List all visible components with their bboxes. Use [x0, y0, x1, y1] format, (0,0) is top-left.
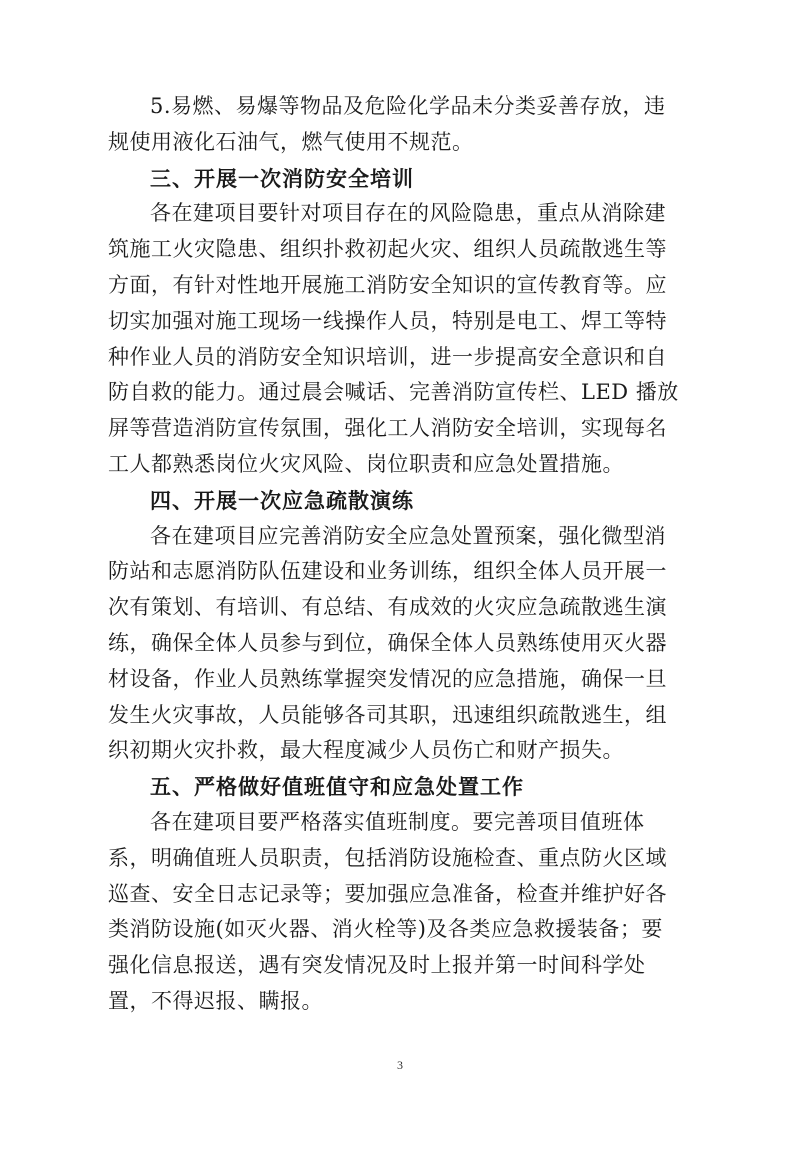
paragraph-line: 筑施工火灾隐患、组织扑救初起火灾、组织人员疏散逃生等 [108, 237, 667, 262]
paragraph-line: 防站和志愿消防队伍建设和业务训练，组织全体人员开展一 [108, 559, 667, 584]
paragraph-line: 防自救的能力。通过晨会喊话、完善消防宣传栏、LED 播放 [108, 380, 679, 405]
paragraph-line: 次有策划、有培训、有总结、有成效的火灾应急疏散逃生演 [108, 595, 667, 620]
paragraph-line: 规使用液化石油气，燃气使用不规范。 [108, 129, 474, 154]
paragraph-line: 练，确保全体人员参与到位，确保全体人员熟练使用灭火器 [108, 630, 667, 655]
paragraph-line: 类消防设施(如灭火器、消火栓等)及各类应急救援装备；要 [108, 917, 663, 942]
paragraph-line: 5.易燃、易爆等物品及危险化学品未分类妥善存放，违 [150, 94, 666, 118]
paragraph-line: 种作业人员的消防安全知识培训，进一步提高安全意识和自 [108, 344, 667, 369]
paragraph-line: 各在建项目要严格落实值班制度。要完善项目值班体 [150, 809, 645, 834]
paragraph-line: 发生火灾事故，人员能够各司其职，迅速组织疏散逃生，组 [108, 702, 667, 727]
paragraph-line: 材设备，作业人员熟练掌握突发情况的应急措施，确保一旦 [108, 666, 667, 691]
paragraph-line: 方面，有针对性地开展施工消防安全知识的宣传教育等。应 [108, 272, 667, 297]
paragraph-line: 切实加强对施工现场一线操作人员，特别是电工、焊工等特 [108, 308, 667, 333]
paragraph-line: 工人都熟悉岗位火灾风险、岗位职责和应急处置措施。 [108, 451, 624, 476]
paragraph-line: 各在建项目要针对项目存在的风险隐患，重点从消除建 [150, 201, 666, 226]
section-4-paragraph [108, 519, 673, 770]
section-5-heading: 五、严格做好值班值守和应急处置工作 [150, 774, 524, 800]
page-number: 3 [397, 1058, 403, 1072]
paragraph-line: 强化信息报送，遇有突发情况及时上报并第一时间科学处 [108, 953, 646, 978]
paragraph-line: 织初期火灾扑救，最大程度减少人员伤亡和财产损失。 [108, 738, 624, 763]
section-3-heading: 三、开展一次消防安全培训 [150, 165, 414, 191]
paragraph-line: 系，明确值班人员职责，包括消防设施检查、重点防火区域 [108, 845, 667, 870]
item-5-paragraph [108, 89, 673, 161]
section-4-heading: 四、开展一次应急疏散演练 [150, 487, 414, 513]
paragraph-line: 巡查、安全日志记录等；要加强应急准备，检查并维护好各 [108, 881, 667, 906]
paragraph-line: 屏等营造消防宣传氛围，强化工人消防安全培训，实现每名 [108, 416, 667, 441]
section-5-paragraph [108, 805, 673, 1020]
document-body [108, 89, 679, 1020]
paragraph-line: 置，不得迟报、瞒报。 [108, 988, 323, 1013]
paragraph-line: 各在建项目应完善消防安全应急处置预案，强化微型消 [150, 523, 666, 548]
section-3-paragraph [108, 196, 679, 482]
